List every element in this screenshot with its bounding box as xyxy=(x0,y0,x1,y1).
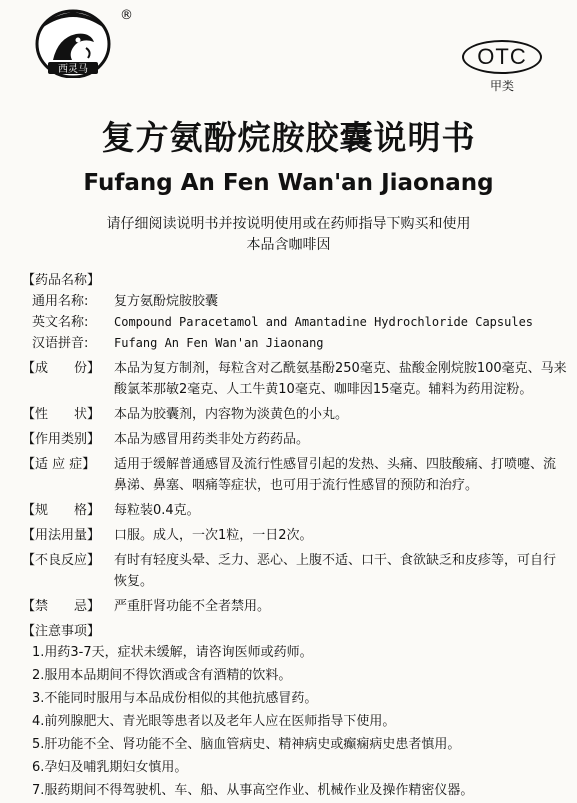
pinyin-name: Fufang An Fen Wan'an Jiaonang xyxy=(114,336,324,350)
section-text: 本品为胶囊剂，内容物为淡黄色的小丸。 xyxy=(114,407,349,422)
section-label: 【成 份】 xyxy=(22,361,101,376)
section-precautions xyxy=(22,621,567,642)
section-text: 有时有轻度头晕、乏力、恶心、上腹不适、口干、食欲缺乏和皮疹等，可自行恢复。 xyxy=(114,553,557,589)
list-item: 2.服用本品期间不得饮酒或含有酒精的饮料。 xyxy=(32,668,292,683)
section-adverse-reactions xyxy=(22,550,567,592)
section-label: 【用法用量】 xyxy=(22,528,101,543)
section-text: 适用于缓解普通感冒及流行性感冒引起的发热、头痛、四肢酸痛、打喷嚏、流鼻涕、鼻塞、咽痛等症状，也可用于流行性感冒的预防和治疗。 xyxy=(114,457,557,493)
section-label: 【不良反应】 xyxy=(22,553,101,568)
list-item: 5.肝功能不全、肾功能不全、脑血管病史、精神病史或癫痫病史患者慎用。 xyxy=(32,737,461,752)
generic-name-row xyxy=(22,291,567,312)
section-label: 【药品名称】 xyxy=(22,273,101,288)
page-title: 复方氨酚烷胺胶囊说明书 xyxy=(101,118,476,157)
registered-mark: ® xyxy=(120,8,133,23)
list-item: 6.孕妇及哺乳期妇女慎用。 xyxy=(32,760,188,775)
section-contraindications xyxy=(22,596,567,617)
generic-name-label: 通用名称: xyxy=(32,294,89,309)
english-name-label: 英文名称: xyxy=(32,315,89,330)
section-specification xyxy=(22,500,567,521)
section-composition xyxy=(22,358,567,400)
brand-logo xyxy=(28,8,118,78)
section-text: 口服。成人，一次1粒，一日2次。 xyxy=(114,528,313,543)
english-name-row xyxy=(22,312,567,333)
list-item: 4.前列腺肥大、青光眼等患者以及老年人应在医师指导下使用。 xyxy=(32,714,396,729)
section-text: 本品为感冒用药类非处方药药品。 xyxy=(114,432,310,447)
section-label: 【注意事项】 xyxy=(22,624,101,639)
section-label: 【适 应 症】 xyxy=(22,457,96,472)
section-text: 严重肝肾功能不全者禁用。 xyxy=(114,599,271,614)
list-item: 3.不能同时服用与本品成份相似的其他抗感冒药。 xyxy=(32,691,318,706)
caffeine-note: 本品含咖啡因 xyxy=(246,237,331,253)
section-label: 【性 状】 xyxy=(22,407,101,422)
pinyin-label: 汉语拼音: xyxy=(32,336,89,351)
section-label: 【作用类别】 xyxy=(22,432,101,447)
english-name: Compound Paracetamol and Amantadine Hydrochloride Capsules xyxy=(114,315,534,329)
section-text: 每粒装0.4克。 xyxy=(114,503,200,518)
usage-instruction: 请仔细阅读说明书并按说明使用或在药师指导下购买和使用 xyxy=(106,216,471,232)
section-dosage xyxy=(22,525,567,546)
generic-name: 复方氨酚烷胺胶囊 xyxy=(114,294,219,309)
list-item: 1.用药3-7天，症状未缓解，请咨询医师或药师。 xyxy=(32,645,313,660)
section-label: 【禁 忌】 xyxy=(22,599,101,614)
pinyin-row xyxy=(22,333,567,354)
page-subtitle: Fufang An Fen Wan'an Jiaonang xyxy=(83,170,494,196)
otc-label: OTC xyxy=(462,40,542,74)
leaflet-body xyxy=(22,270,567,803)
otc-badge xyxy=(462,40,542,94)
list-item: 7.服药期间不得驾驶机、车、船、从事高空作业、机械作业及操作精密仪器。 xyxy=(32,783,474,798)
logo-text: 西灵马 xyxy=(58,64,88,75)
section-indications xyxy=(22,454,567,496)
section-category xyxy=(22,429,567,450)
section-text: 本品为复方制剂，每粒含对乙酰氨基酚250毫克、盐酸金刚烷胺100毫克、马来酸氯苯那敏2毫克、人工牛黄10毫克、咖啡因15毫克。辅料为药用淀粉。 xyxy=(114,361,567,397)
section-drug-name xyxy=(22,270,567,291)
precautions-list xyxy=(22,642,567,801)
section-appearance xyxy=(22,404,567,425)
otc-category: 甲类 xyxy=(489,79,514,93)
section-label: 【规 格】 xyxy=(22,503,101,518)
